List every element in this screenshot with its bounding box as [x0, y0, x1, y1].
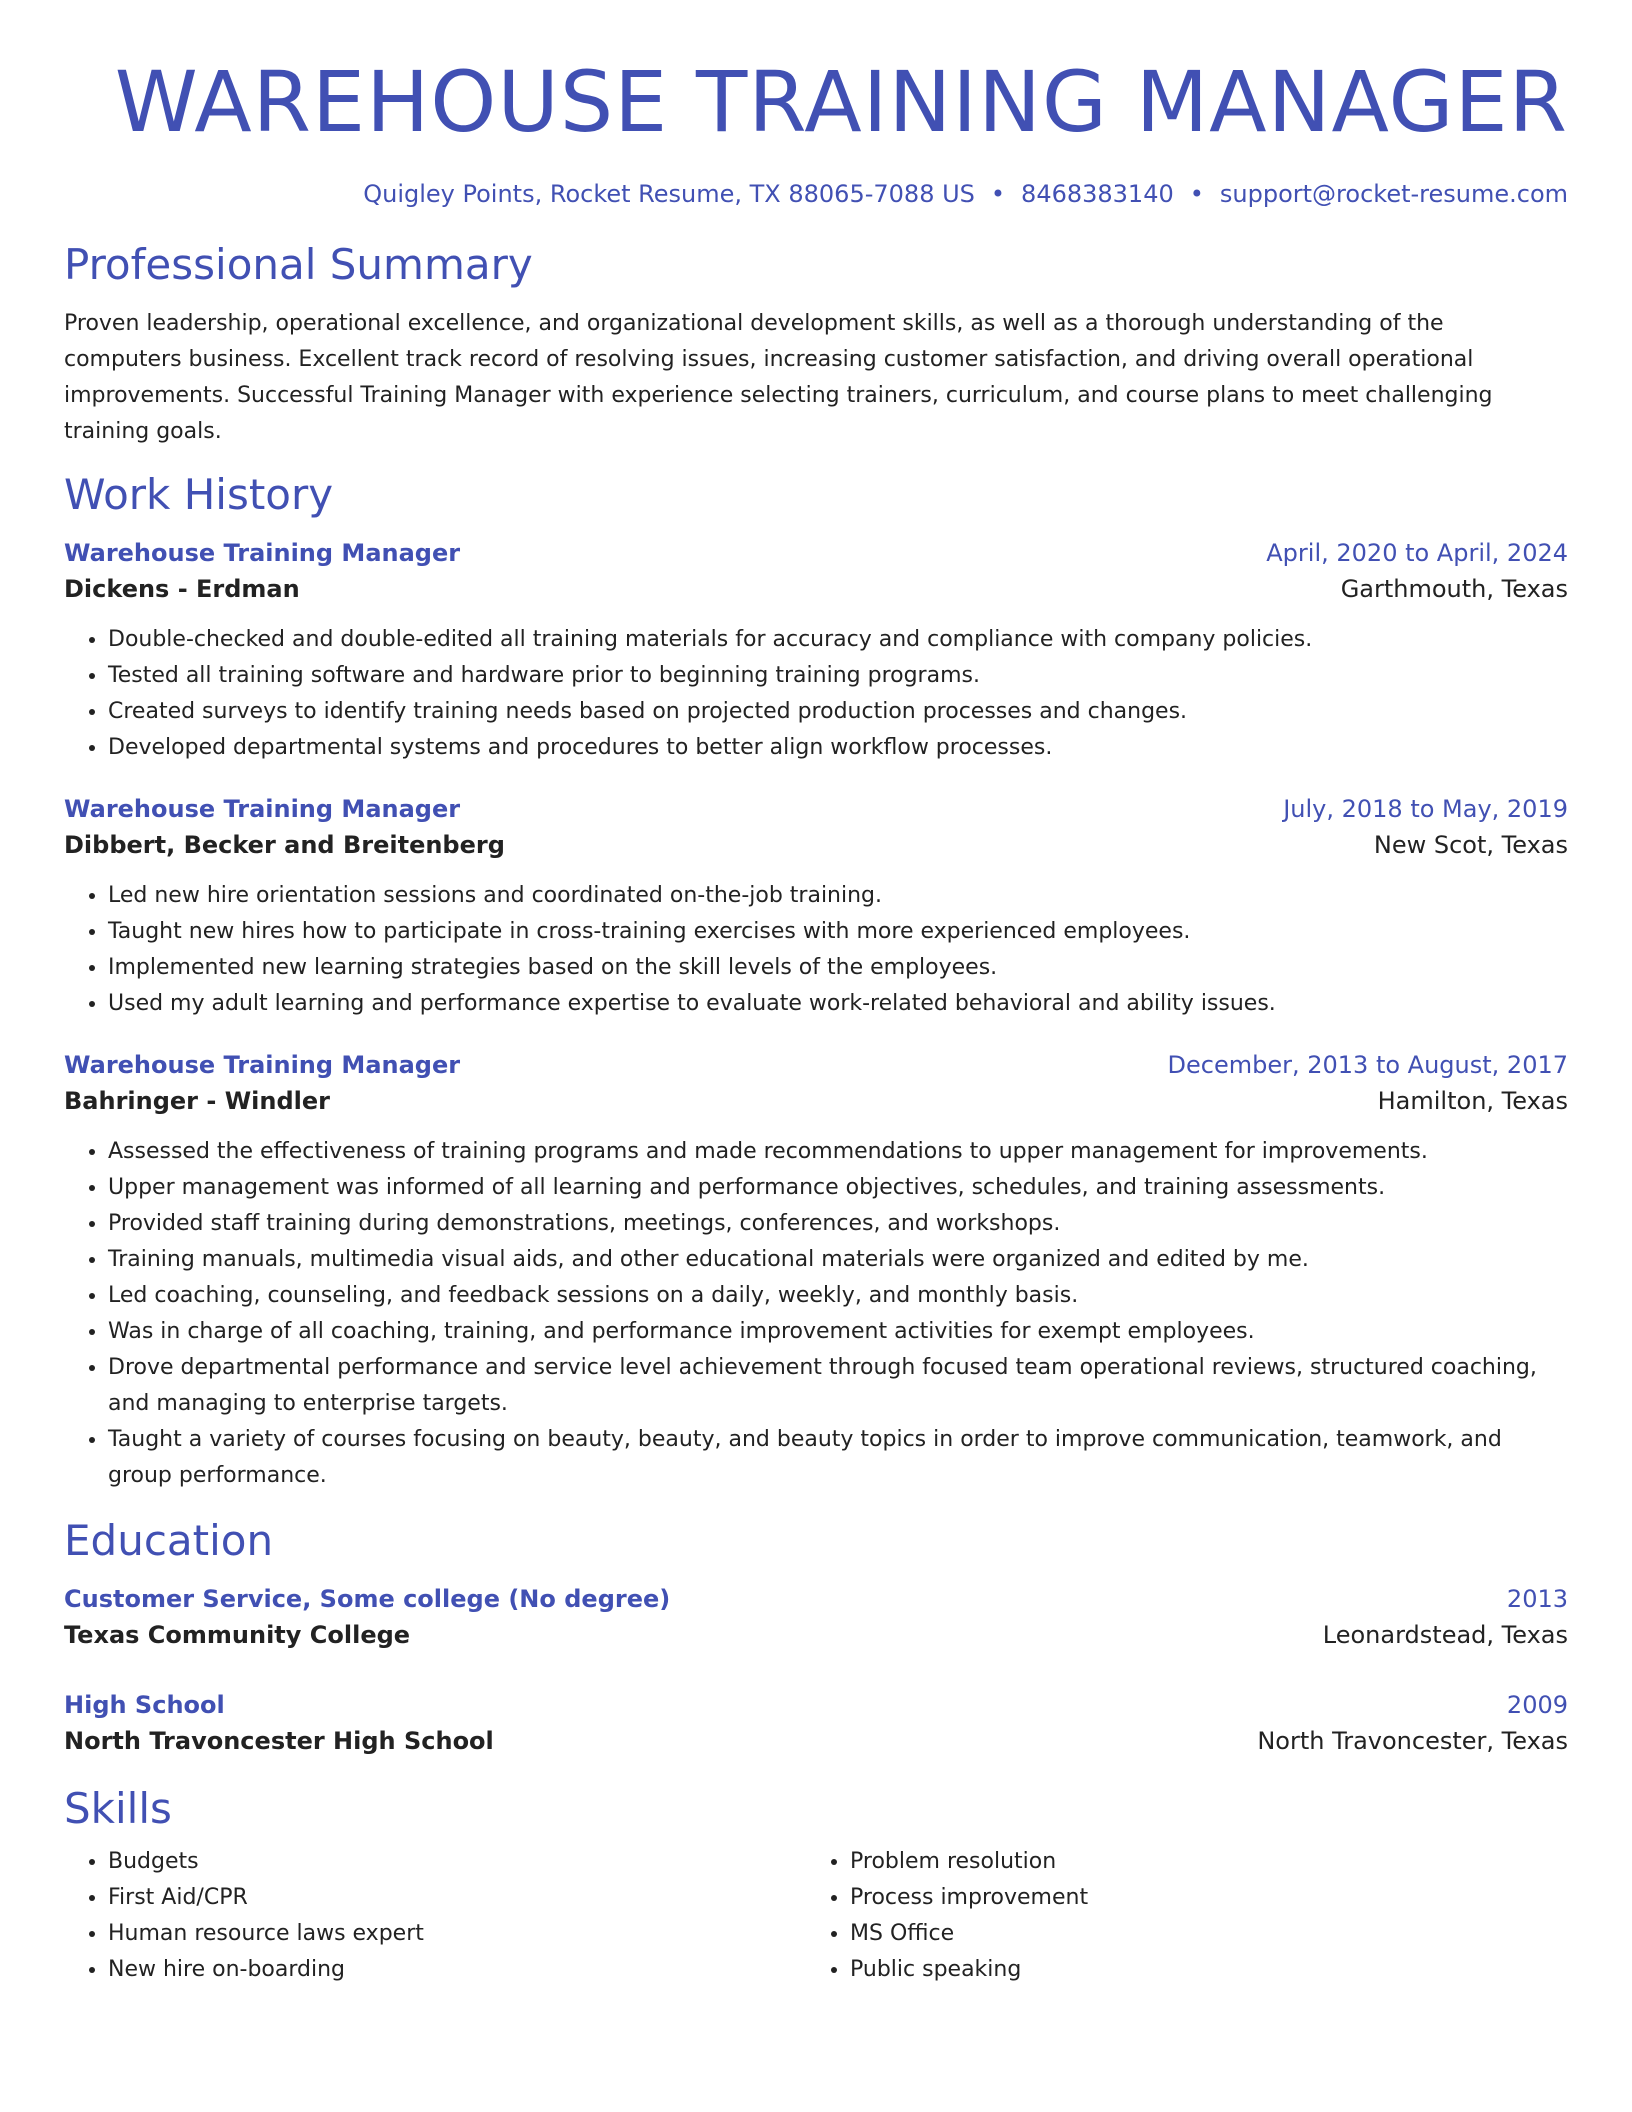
education-entry: [64, 1582, 1568, 1654]
skill-item: • MS Office: [850, 1916, 1548, 1952]
job-location: New Scot, Texas: [1373, 831, 1568, 859]
job-company: Bahringer - Windler: [64, 1087, 330, 1115]
skills-heading: Skills: [64, 1784, 172, 1833]
contact-separator: •: [990, 180, 1006, 208]
resume-title: WAREHOUSE TRAINING MANAGER: [114, 53, 1568, 151]
job-company: Dibbert, Becker and Breitenberg: [64, 831, 505, 859]
skill-item: • First Aid/CPR: [108, 1880, 806, 1916]
job-bullets: [64, 1134, 1568, 1494]
job-dates: April, 2020 to April, 2024: [1266, 539, 1568, 567]
list-item: • Provided staff training during demonstrations, meetings, conferences, and workshops.: [108, 1206, 1568, 1242]
summary-heading: Professional Summary: [64, 240, 533, 289]
list-item: • Training manuals, multimedia visual aids, and other educational materials were organized and edited by me.: [108, 1242, 1568, 1278]
skills-column-left: [64, 1844, 806, 1988]
job-role: Warehouse Training Manager: [64, 795, 461, 823]
list-item: • Led coaching, counseling, and feedback sessions on a daily, weekly, and monthly basis.: [108, 1278, 1568, 1314]
contact-separator: •: [1189, 180, 1204, 208]
education-location: Leonardstead, Texas: [1322, 1621, 1568, 1649]
work-history-heading: Work History: [64, 470, 334, 519]
skill-item: • Problem resolution: [850, 1844, 1548, 1880]
job-company: Dickens - Erdman: [64, 575, 300, 603]
list-item: • Assessed the effectiveness of training programs and made recommendations to upper management for improvements.: [108, 1134, 1568, 1170]
education-location: North Travoncester, Texas: [1257, 1727, 1568, 1755]
address: Quigley Points, Rocket Resume, TX 88065-7088 US: [363, 180, 975, 208]
skill-item: • Public speaking: [850, 1952, 1548, 1988]
email-link[interactable]: support@rocket-resume.com: [1219, 180, 1568, 208]
education-year: 2013: [1506, 1585, 1568, 1613]
job-bullets: [64, 878, 1568, 1022]
job-location: Garthmouth, Texas: [1340, 575, 1568, 603]
list-item: • Double-checked and double-edited all training materials for accuracy and compliance with company policies.: [108, 622, 1568, 658]
job-entry: [64, 1048, 1568, 1494]
skill-item: • Human resource laws expert: [108, 1916, 806, 1952]
job-dates: July, 2018 to May, 2019: [1283, 795, 1568, 823]
skill-item: • Process improvement: [850, 1880, 1548, 1916]
job-bullets: [64, 622, 1568, 766]
list-item: • Drove departmental performance and service level achievement through focused team operational reviews, structured coaching, and managing to enterprise targets.: [108, 1350, 1568, 1422]
skill-item: • New hire on-boarding: [108, 1952, 806, 1988]
list-item: • Upper management was informed of all learning and performance objectives, schedules, and training assessments.: [108, 1170, 1568, 1206]
summary-text: Proven leadership, operational excellence, and organizational development skills, as well as a thorough understanding of the computers business. Excellent track record of resolving issues, increasing customer satisfaction, and driving overall operational improvements. Successful Training Manager with experience selecting trainers, curriculum, and course plans to meet challenging training goals.: [64, 311, 1493, 444]
education-school: North Travoncester High School: [64, 1727, 494, 1755]
education-heading: Education: [64, 1516, 274, 1565]
list-item: • Developed departmental systems and procedures to better align workflow processes.: [108, 730, 1568, 766]
job-role: Warehouse Training Manager: [64, 539, 461, 567]
list-item: • Taught new hires how to participate in cross-training exercises with more experienced employees.: [108, 914, 1568, 950]
list-item: • Was in charge of all coaching, training, and performance improvement activities for exempt employees.: [108, 1314, 1568, 1350]
list-item: • Taught a variety of courses focusing on beauty, beauty, and beauty topics in order to improve communication, teamwork, and group performance.: [108, 1422, 1568, 1494]
education-entry: [64, 1688, 1568, 1760]
job-location: Hamilton, Texas: [1377, 1087, 1568, 1115]
job-dates: December, 2013 to August, 2017: [1167, 1051, 1568, 1079]
skills-list: [64, 1844, 1568, 1988]
education-degree: Customer Service, Some college (No degree): [64, 1585, 671, 1613]
skills-column-right: [806, 1844, 1548, 1988]
job-entry: [64, 536, 1568, 766]
job-role: Warehouse Training Manager: [64, 1051, 461, 1079]
list-item: • Tested all training software and hardware prior to beginning training programs.: [108, 658, 1568, 694]
list-item: • Implemented new learning strategies based on the skill levels of the employees.: [108, 950, 1568, 986]
skill-item: • Budgets: [108, 1844, 806, 1880]
job-entry: [64, 792, 1568, 1022]
list-item: • Used my adult learning and performance expertise to evaluate work-related behavioral and ability issues.: [108, 986, 1568, 1022]
contact-line: [64, 178, 1568, 210]
education-year: 2009: [1506, 1691, 1568, 1719]
phone: 8468383140: [1021, 180, 1174, 208]
education-degree: High School: [64, 1691, 225, 1719]
education-school: Texas Community College: [64, 1621, 411, 1649]
list-item: • Led new hire orientation sessions and coordinated on-the-job training.: [108, 878, 1568, 914]
list-item: • Created surveys to identify training needs based on projected production processes and changes.: [108, 694, 1568, 730]
